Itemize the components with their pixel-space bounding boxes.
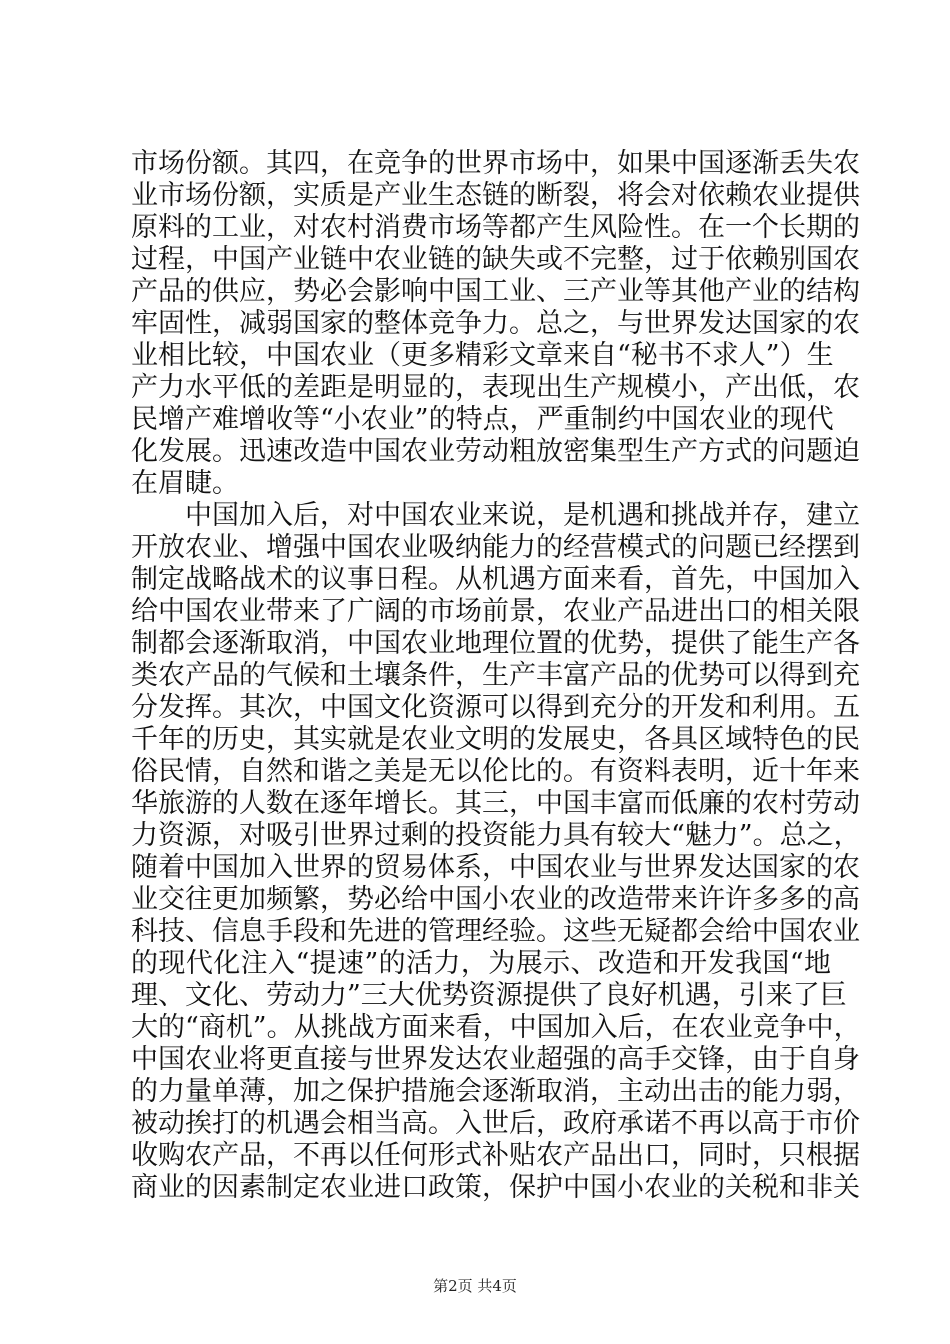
text-line: 牢固性，减弱国家的整体竞争力。总之，与世界发达国家的农	[131, 308, 860, 339]
text-line: 产品的供应，势必会影响中国工业、三产业等其他产业的结构	[131, 276, 860, 307]
text-line: 制都会逐渐取消，中国农业地理位置的优势，提供了能生产各	[131, 628, 860, 659]
text-line: 的现代化注入“提速”的活力，为展示、改造和开发我国“地	[131, 948, 831, 979]
text-line: 中国农业将更直接与世界发达农业超强的高手交锋，由于自身	[131, 1044, 860, 1075]
text-line: 开放农业、增强中国农业吸纳能力的经营模式的问题已经摆到	[131, 532, 860, 563]
text-line: 的力量单薄，加之保护措施会逐渐取消，主动出击的能力弱，	[131, 1076, 860, 1107]
text-line: 制定战略战术的议事日程。从机遇方面来看，首先，中国加入	[131, 564, 860, 595]
text-line: 科技、信息手段和先进的管理经验。这些无疑都会给中国农业	[131, 916, 860, 947]
paragraph	[131, 500, 861, 1204]
text-line: 大的“商机”。从挑战方面来看，中国加入后，在农业竞争中，	[131, 1012, 861, 1043]
text-line: 业交往更加频繁，势必给中国小农业的改造带来许许多多的高	[131, 884, 860, 915]
text-line: 给中国农业带来了广阔的市场前景，农业产品进出口的相关限	[131, 596, 860, 627]
text-line: 随着中国加入世界的贸易体系，中国农业与世界发达国家的农	[131, 852, 860, 883]
text-line: 中国加入后，对中国农业来说，是机遇和挑战并存，建立	[185, 500, 860, 531]
document-body	[131, 148, 861, 1204]
text-line: 产力水平低的差距是明显的，表现出生产规模小，产出低，农	[131, 372, 860, 403]
text-line: 华旅游的人数在逐年增长。其三，中国丰富而低廉的农村劳动	[131, 788, 860, 819]
paragraph	[131, 148, 860, 500]
text-line: 民增产难增收等“小农业”的特点，严重制约中国农业的现代	[131, 404, 834, 435]
text-line: 商业的因素制定农业进口政策，保护中国小农业的关税和非关	[131, 1172, 860, 1203]
text-line: 俗民情，自然和谐之美是无以伦比的。有资料表明，近十年来	[131, 756, 860, 787]
page-number-footer: 第2页 共4页	[433, 1277, 517, 1295]
text-line: 化发展。迅速改造中国农业劳动粗放密集型生产方式的问题迫	[131, 436, 860, 467]
text-line: 类农产品的气候和土壤条件，生产丰富产品的优势可以得到充	[131, 660, 860, 691]
text-line: 力资源，对吸引世界过剩的投资能力具有较大“魅力”。总之，	[131, 820, 861, 851]
text-line: 收购农产品，不再以任何形式补贴农产品出口，同时，只根据	[131, 1140, 860, 1171]
text-line: 业相比较，中国农业（更多精彩文章来自“秘书不求人”）生	[131, 340, 834, 371]
text-line: 原料的工业，对农村消费市场等都产生风险性。在一个长期的	[131, 212, 860, 243]
text-line: 分发挥。其次，中国文化资源可以得到充分的开发和利用。五	[131, 692, 860, 723]
text-line: 业市场份额，实质是产业生态链的断裂，将会对依赖农业提供	[131, 180, 860, 211]
text-line: 理、文化、劳动力”三大优势资源提供了良好机遇，引来了巨	[131, 980, 847, 1011]
text-line: 千年的历史，其实就是农业文明的发展史，各具区域特色的民	[131, 724, 860, 755]
text-line: 过程，中国产业链中农业链的缺失或不完整，过于依赖别国农	[131, 244, 860, 275]
text-line: 在眉睫。	[131, 468, 239, 499]
text-line: 被动挨打的机遇会相当高。入世后，政府承诺不再以高于市价	[131, 1108, 860, 1139]
text-line: 市场份额。其四，在竞争的世界市场中，如果中国逐渐丢失农	[131, 148, 860, 179]
